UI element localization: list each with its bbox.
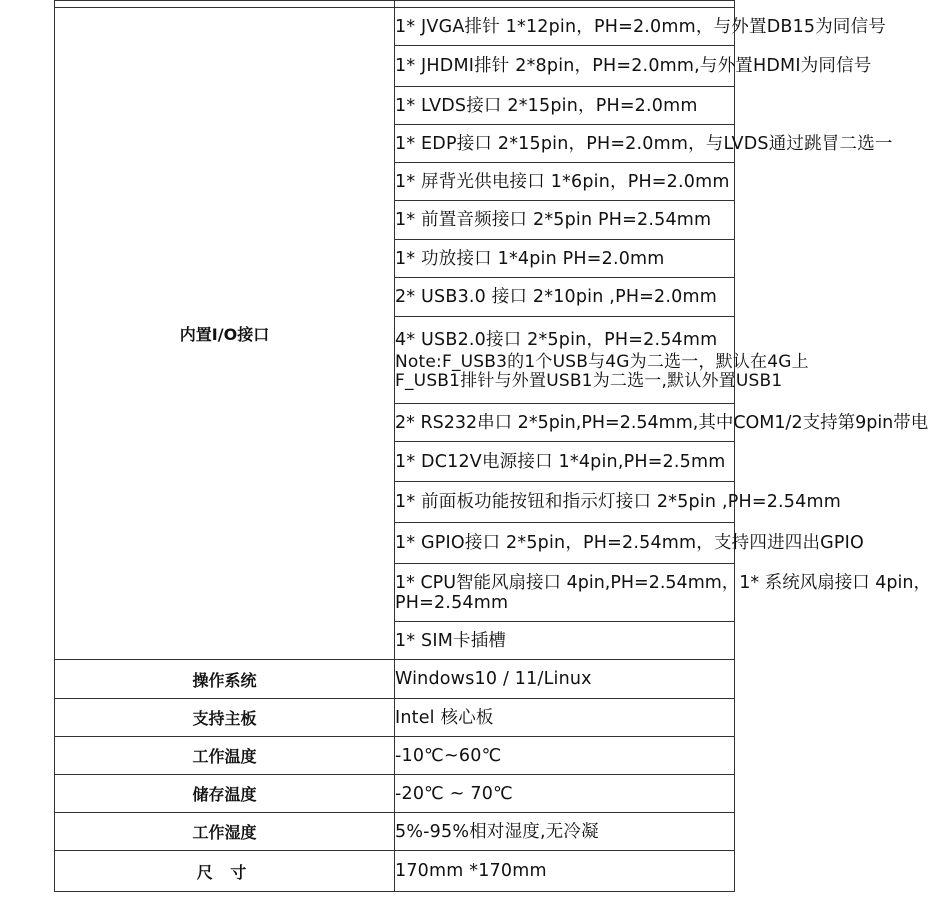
io-row-value (395, 125, 893, 163)
io-row-line: 1* EDP接口 2*15pin，PH=2.0mm，与LVDS通过跳冒二选一 (395, 133, 893, 154)
io-row-value (395, 442, 735, 482)
table-row (55, 851, 735, 892)
table-row (55, 8, 735, 46)
spec-table (54, 0, 931, 892)
io-row-value (395, 8, 887, 46)
io-row-line: PH=2.54mm (395, 592, 509, 613)
spec-value: -20℃ ~ 70℃ (395, 775, 735, 813)
spec-value: Intel 核心板 (395, 699, 735, 737)
io-row-value (395, 622, 735, 660)
io-row-line: 1* JHDMI排针 2*8pin，PH=2.0mm,与外置HDMI为同信号 (395, 56, 872, 76)
io-row-line: 1* 前面板功能按钮和指示灯接口 2*5pin ,PH=2.54mm (395, 492, 841, 512)
io-row-line: 1* 前置音频接口 2*5pin PH=2.54mm (395, 210, 712, 230)
io-row-value (395, 240, 735, 278)
spec-label: 工作湿度 (55, 813, 395, 851)
spec-label: 操作系统 (55, 660, 395, 699)
io-row-line: 1* LVDS接口 2*15pin，PH=2.0mm (395, 95, 698, 116)
table-row (55, 737, 735, 775)
io-row-value (395, 46, 872, 87)
io-row-line: 1* JVGA排针 1*12pin，PH=2.0mm，与外置DB15为同信号 (395, 16, 887, 37)
io-section-label: 内置I/O接口 (55, 8, 395, 660)
spec-value: -10℃~60℃ (395, 737, 735, 775)
table-top-edge (55, 1, 735, 8)
io-row-line: 1* 功放接口 1*4pin PH=2.0mm (395, 248, 665, 269)
spec-value: 170mm *170mm (395, 851, 735, 892)
io-row-value (395, 317, 809, 404)
io-row-value (395, 163, 735, 201)
spec-label: 支持主板 (55, 699, 395, 737)
io-row-value (395, 564, 931, 622)
io-row-line: 1* GPIO接口 2*5pin，PH=2.54mm，支持四进四出GPIO (395, 533, 865, 553)
io-row-value (395, 404, 929, 442)
io-row-line: 1* SIM卡插槽 (395, 630, 507, 651)
spec-label: 工作温度 (55, 737, 395, 775)
io-row-value (395, 278, 735, 317)
table-row (55, 775, 735, 813)
top-edge-label-cell (55, 1, 395, 8)
table-row (55, 660, 735, 699)
io-row-line: 1* DC12V电源接口 1*4pin,PH=2.5mm (395, 451, 726, 472)
io-row-value (395, 87, 735, 125)
table-row (55, 699, 735, 737)
io-row-note: F_USB1排针与外置USB1为二选一,默认外置USB1 (395, 370, 783, 391)
io-row-value (395, 523, 865, 564)
io-row-value (395, 201, 735, 240)
io-row-value (395, 482, 841, 523)
io-row-line: 1* CPU智能风扇接口 4pin,PH=2.54mm，1* 系统风扇接口 4pin， (395, 572, 931, 593)
io-row-line: 2* RS232串口 2*5pin,PH=2.54mm,其中COM1/2支持第9pin带电 (395, 412, 929, 433)
io-row-line: 1* 屏背光供电接口 1*6pin，PH=2.0mm (395, 171, 730, 192)
table-row (55, 813, 735, 851)
spec-label: 尺 寸 (55, 851, 395, 892)
spec-label: 储存温度 (55, 775, 395, 813)
spec-value: 5%-95%相对湿度,无冷凝 (395, 813, 735, 851)
io-row-line: 4* USB2.0接口 2*5pin，PH=2.54mm (395, 329, 718, 350)
io-row-line: 2* USB3.0 接口 2*10pin ,PH=2.0mm (395, 287, 717, 307)
top-edge-value-cell (395, 1, 735, 8)
io-row-note: Note:F_USB3的1个USB与4G为二选一，默认在4G上 (395, 351, 809, 372)
spec-value: Windows10 / 11/Linux (395, 660, 735, 699)
